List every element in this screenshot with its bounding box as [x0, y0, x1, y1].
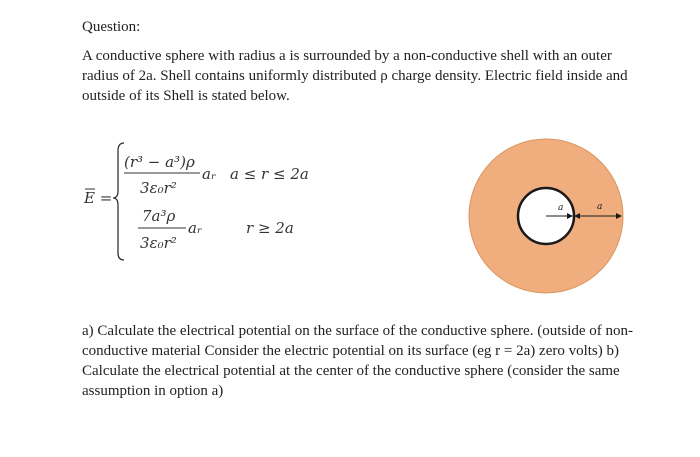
- case1-numerator: (r³ − a³)ρ: [124, 153, 195, 171]
- sphere-shell-diagram: [466, 136, 626, 296]
- case2-denominator: 3ε₀r²: [140, 234, 177, 252]
- piecewise-brace: [113, 143, 124, 260]
- question-heading: Question:: [82, 19, 141, 35]
- question-intro: A conductive sphere with radius a is surrounded by a non-conductive shell with an outer radius of 2a. Shell contains uniformly distributed ρ charge density. Electric field inside and outside of its Shell is stated below.: [82, 48, 628, 104]
- outer-radius-label: a: [597, 202, 603, 212]
- case1-condition: a ≤ r ≤ 2a: [230, 165, 309, 183]
- electric-field-equation: [82, 135, 322, 265]
- inner-radius-label: a: [558, 203, 564, 213]
- case2-unit-vector: aᵣ: [188, 219, 203, 237]
- case2-numerator: 7a³ρ: [142, 207, 176, 225]
- question-parts: a) Calculate the electrical potential on the surface of the conductive sphere. (outside of non-conductive material Consider the electric potential on its surface (eg r = 2a) zero volts) b) Calculate the electrical potential at the center of the conductive sphere (consider the same assumption in option a): [82, 323, 634, 399]
- case2-condition: r ≥ 2a: [246, 219, 294, 237]
- case1-unit-vector: aᵣ: [202, 165, 217, 183]
- case1-denominator: 3ε₀r²: [140, 179, 177, 197]
- equation-lhs: E =: [84, 189, 113, 207]
